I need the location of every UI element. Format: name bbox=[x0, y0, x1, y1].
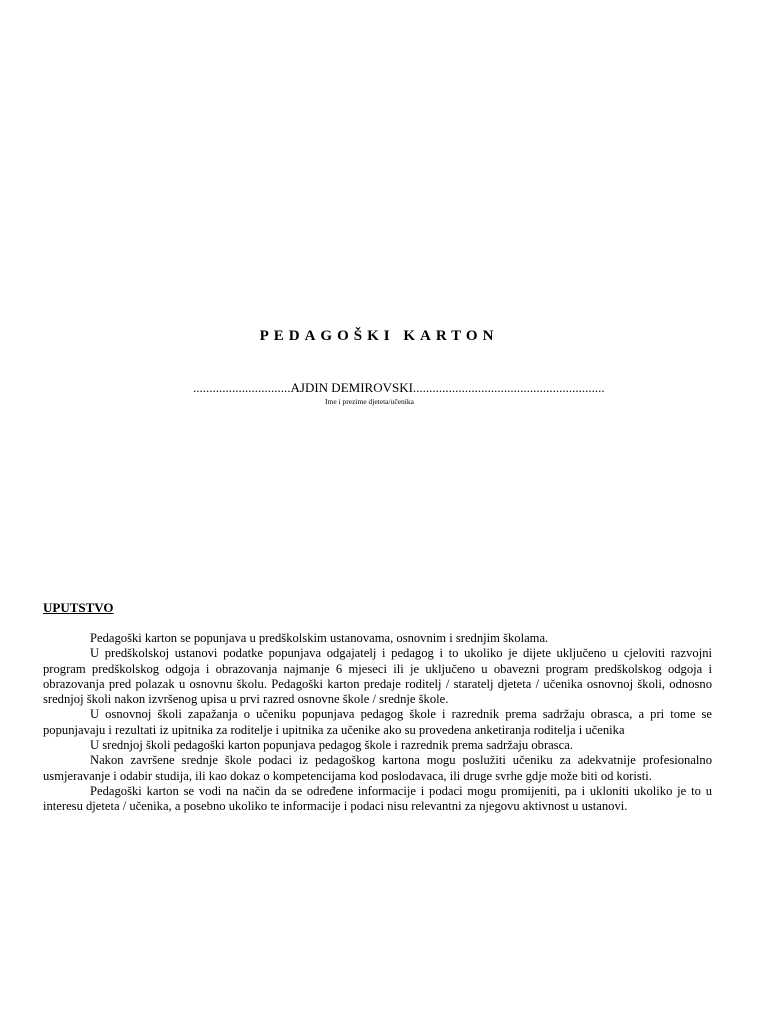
instructions-paragraph: Pedagoški karton se vodi na način da se određene informacije i podaci mogu promijeniti, pa i ukloniti ukoliko je to u interesu djeteta / učenika, a posebno ukoliko te informacije i podaci nisu relevantni za njegovu aktivnost u ustanovi. bbox=[43, 783, 712, 814]
student-name-field bbox=[193, 380, 691, 396]
student-name-caption: Ime i prezime djeteta/učenika bbox=[325, 397, 414, 406]
instructions-paragraph: Nakon završene srednje škole podaci iz pedagoškog kartona mogu poslužiti učeniku za adekvatnije profesionalno usmjeravanje i odabir studija, ili kao dokaz o kompetencijama kod poslodavaca, ili druge svrhe gdje može biti od koristi. bbox=[43, 753, 712, 783]
instructions-paragraph: Pedagoški karton se popunjava u predškolskim ustanovama, osnovnim i srednjim školama. bbox=[90, 631, 549, 645]
instructions-body bbox=[43, 631, 712, 815]
instructions-paragraph: U osnovnoj školi zapažanja o učeniku popunjava pedagog škole i razrednik prema sadržaju obrasca, a pri tome se popunjavaju i rezultati iz upitnika za roditelje i upitnika za učenike ako su provedena anketiranja roditelja i učenika bbox=[43, 707, 712, 737]
name-dots-right: ........................................................... bbox=[412, 380, 605, 395]
document-title: PEDAGOŠKI KARTON bbox=[259, 328, 499, 344]
student-name-value: AJDIN DEMIROVSKI bbox=[290, 380, 413, 395]
name-dots-left: .............................. bbox=[193, 380, 291, 395]
instructions-paragraph: U predškolskoj ustanovi podatke popunjava odgajatelj i pedagog i to ukoliko je dijete uključeno u cjeloviti razvojni program predškolskog odgoja i obrazovanja najmanje 6 mjeseci ili je uključeno u obavezni program predškolskog odgoja i obrazovanja pred polazak u osnovnu školu. Pedagoški karton predaje roditelj / staratelj djeteta / učenika osnovnoj školi, odnosno srednjoj školi nakon izvršenog upisa u prvi razred osnovne škole / srednje škole. bbox=[43, 646, 712, 707]
instructions-heading: UPUTSTVO bbox=[43, 600, 114, 615]
instructions-paragraph: U srednjoj školi pedagoški karton popunjava pedagog škole i razrednik prema sadržaju obrasca. bbox=[90, 738, 573, 753]
